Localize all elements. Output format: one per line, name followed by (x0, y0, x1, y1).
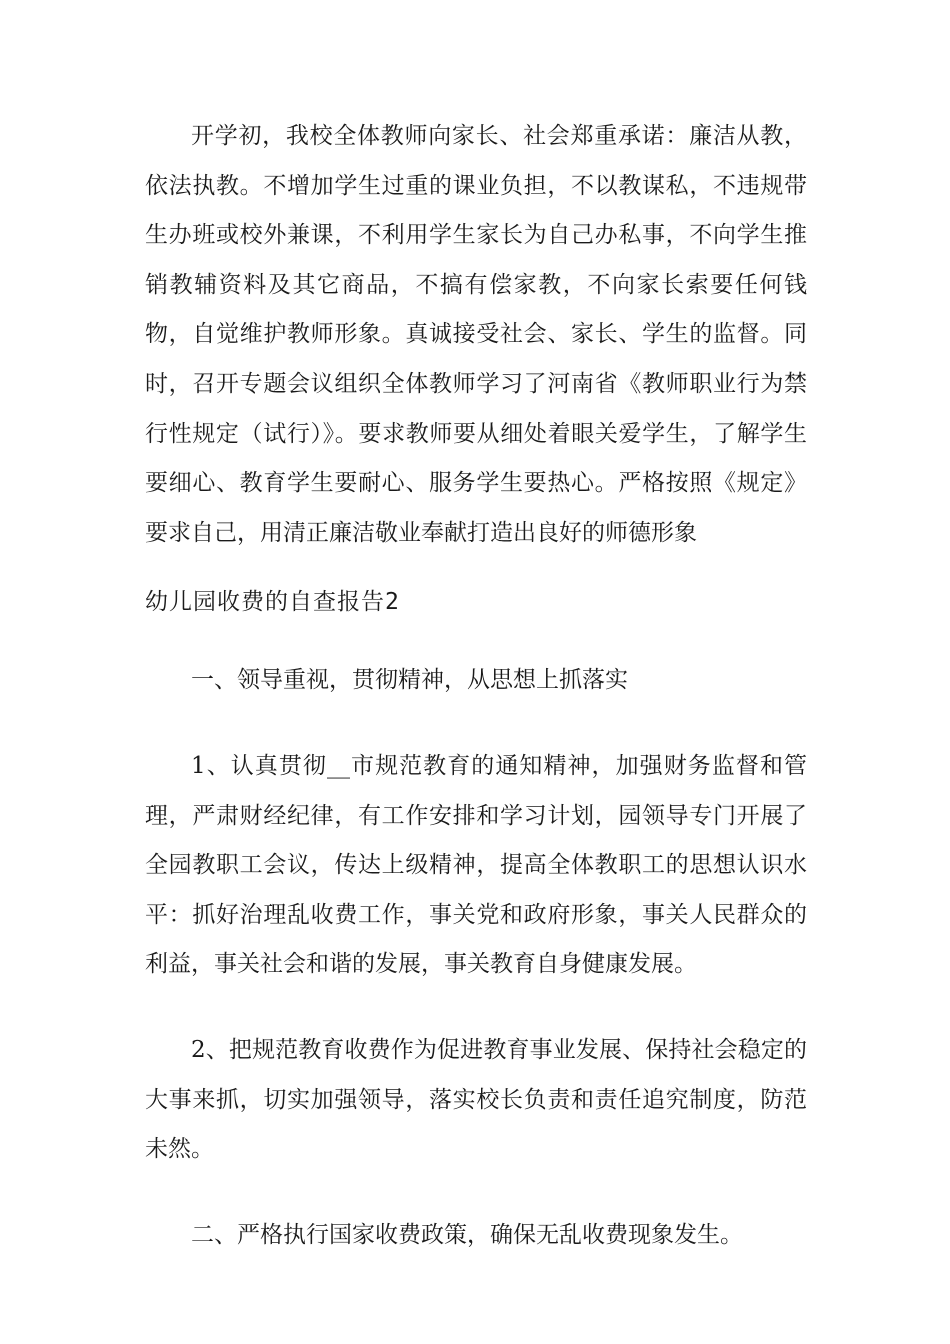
section-title-two: 二、严格执行国家收费政策，确保无乱收费现象发生。 (191, 1221, 743, 1248)
section-heading: 幼儿园收费的自查报告2 (145, 589, 400, 616)
paragraph-item-two: 2、把规范教育收费作为促进教育事业发展、保持社会稳定的大事来抓，切实加强领导，落实校长负责和责任追究制度，防范未然。 (145, 1036, 807, 1163)
document-body (145, 112, 807, 1260)
paragraph-commitment: 开学初，我校全体教师向家长、社会郑重承诺：廉洁从教，依法执教。不增加学生过重的课业负担，不以教谋私，不违规带生办班或校外兼课，不利用学生家长为自己办私事，不向学生推销教辅资料及其它商品，不搞有偿家教，不向家长索要任何钱物，自觉维护教师形象。真诚接受社会、家长、学生的监督。同时，召开专题会议组织全体教师学习了河南省《教师职业行为禁行性规定（试行）》。要求教师要从细处着眼关爱学生，了解学生要细心、教育学生要耐心、服务学生要热心。严格按照《规定》要求自己，用清正廉洁敬业奉献打造出良好的师德形象 (145, 123, 807, 546)
paragraph-item-one: 1、认真贯彻__市规范教育的通知精神，加强财务监督和管理，严肃财经纪律，有工作安排和学习计划，园领导专门开展了全园教职工会议，传达上级精神，提高全体教职工的思想认识水平：抓好治理乱收费工作，事关党和政府形象，事关人民群众的利益，事关社会和谐的发展，事关教育自身健康发展。 (145, 752, 807, 978)
section-title-one: 一、领导重视，贯彻精神，从思想上抓落实 (191, 667, 628, 694)
